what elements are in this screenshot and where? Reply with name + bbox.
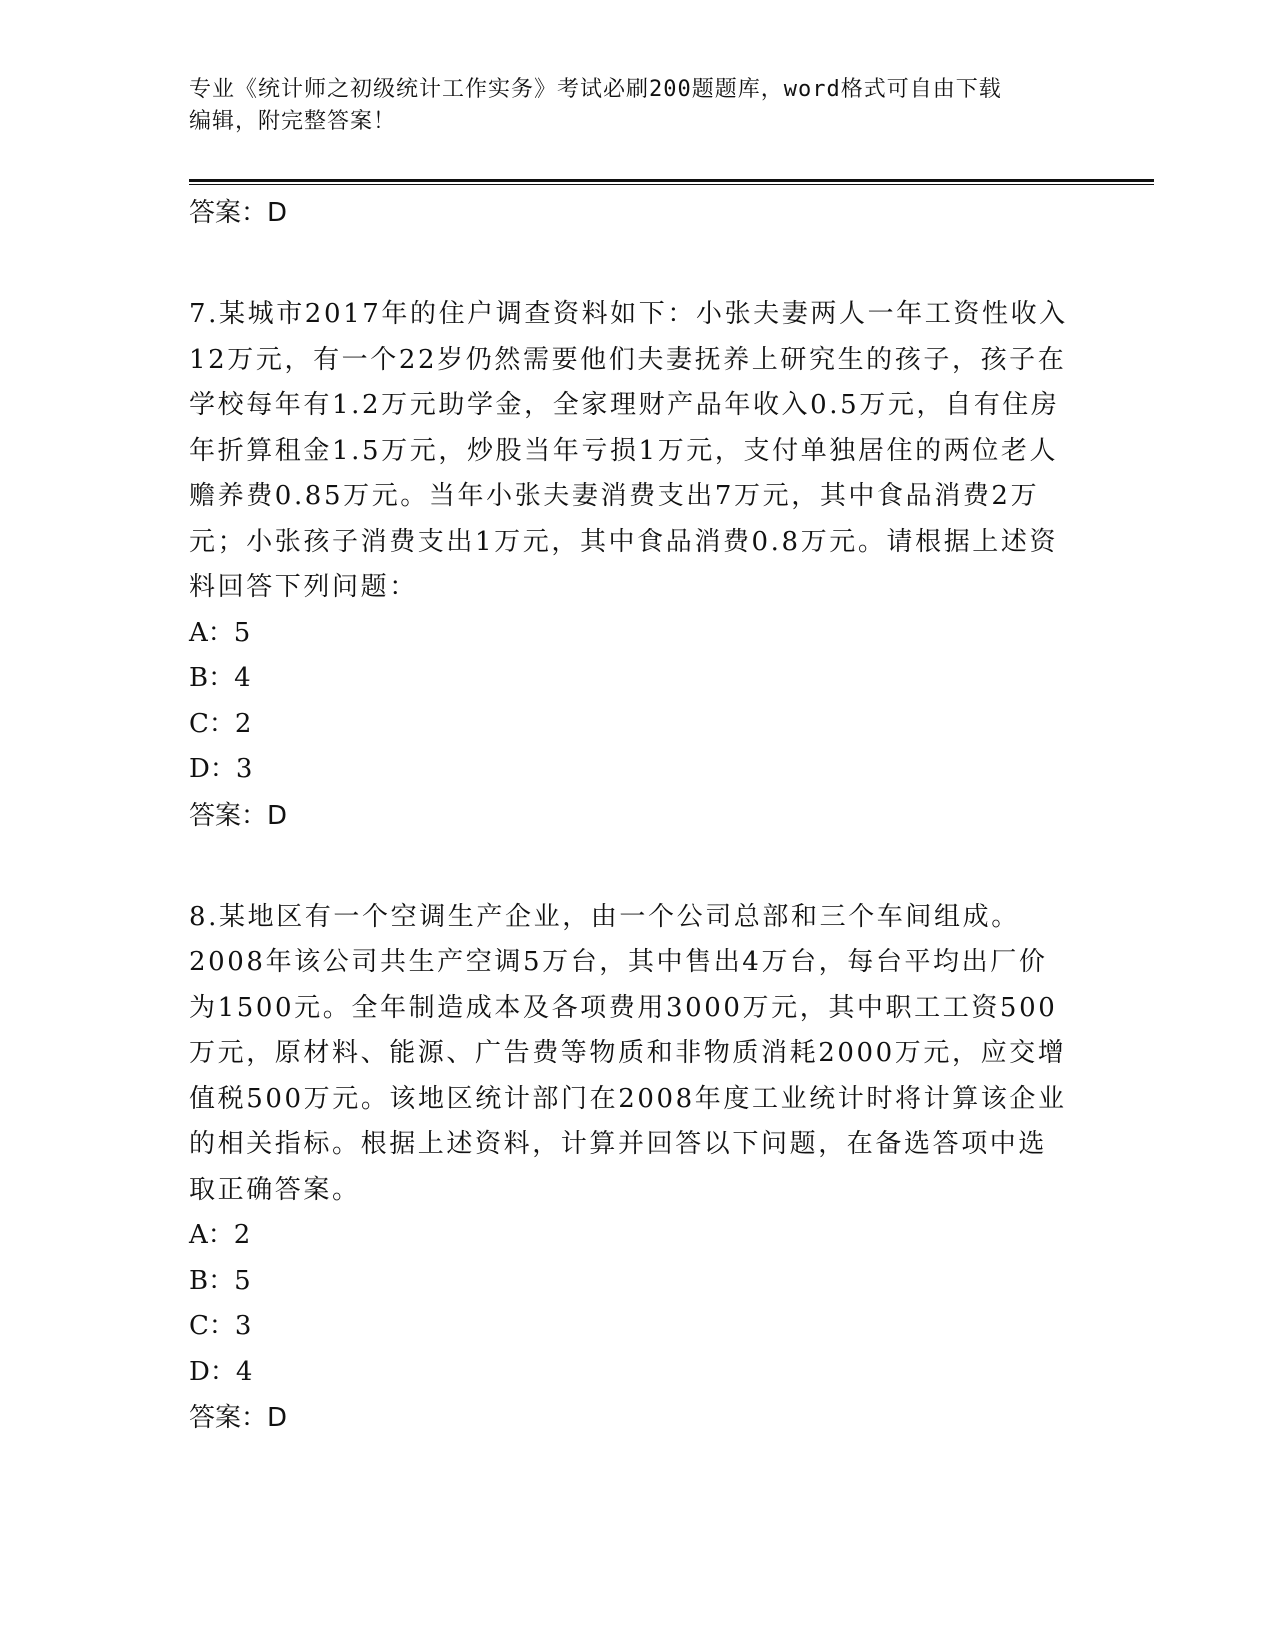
option-b: B：5 [189, 1265, 251, 1296]
document-body [189, 190, 1089, 1441]
option-d: D：4 [189, 1356, 253, 1387]
header-rule-thick [189, 179, 1154, 182]
option-b: B：4 [189, 663, 251, 693]
option-c: C：3 [189, 1311, 252, 1341]
question-text: 7.某城市2017年的住户调查资料如下：小张夫妻两人一年工资性收入12万元，有一个22岁仍然需要他们夫妻抚养上研究生的孩子，孩子在学校每年有1.2万元助学金，全家理财产品年收入0.5万元，自有住房年折算租金1.5万元，炒股当年亏损1万元，支付单独居住的两位老人赡养费0.85万元。当年小张夫妻消费支出7万元，其中食品消费2万元；小张孩子消费支出1万元，其中食品消费0.8万元。请根据上述资料回答下列问题： [189, 299, 1068, 602]
document-header [189, 74, 1069, 138]
answer-line: 答案：D [189, 800, 288, 831]
option-a: A：2 [189, 1220, 251, 1250]
option-d: D：3 [189, 754, 253, 784]
question-7 [189, 292, 1089, 839]
answer-line: 答案：D [189, 1403, 288, 1433]
header-line-2: 编辑，附完整答案！ [189, 109, 397, 134]
header-line-1: 专业《统计师之初级统计工作实务》考试必刷200题题库，word格式可自由下载 [189, 77, 1002, 102]
question-8 [189, 895, 1089, 1442]
header-rule-thin [189, 184, 1154, 185]
option-c: C：2 [189, 708, 252, 739]
option-a: A：5 [189, 617, 251, 648]
answer-line: 答案：D [189, 198, 288, 228]
question-text: 8.某地区有一个空调生产企业，由一个公司总部和三个车间组成。2008年该公司共生产空调5万台，其中售出4万台，每台平均出厂价为1500元。全年制造成本及各项费用3000万元，其中职工工资500万元，原材料、能源、广告费等物质和非物质消耗2000万元，应交增值税500万元。该地区统计部门在2008年度工业统计时将计算该企业的相关指标。根据上述资料，计算并回答以下问题，在备选答项中选取正确答案。 [189, 901, 1067, 1205]
